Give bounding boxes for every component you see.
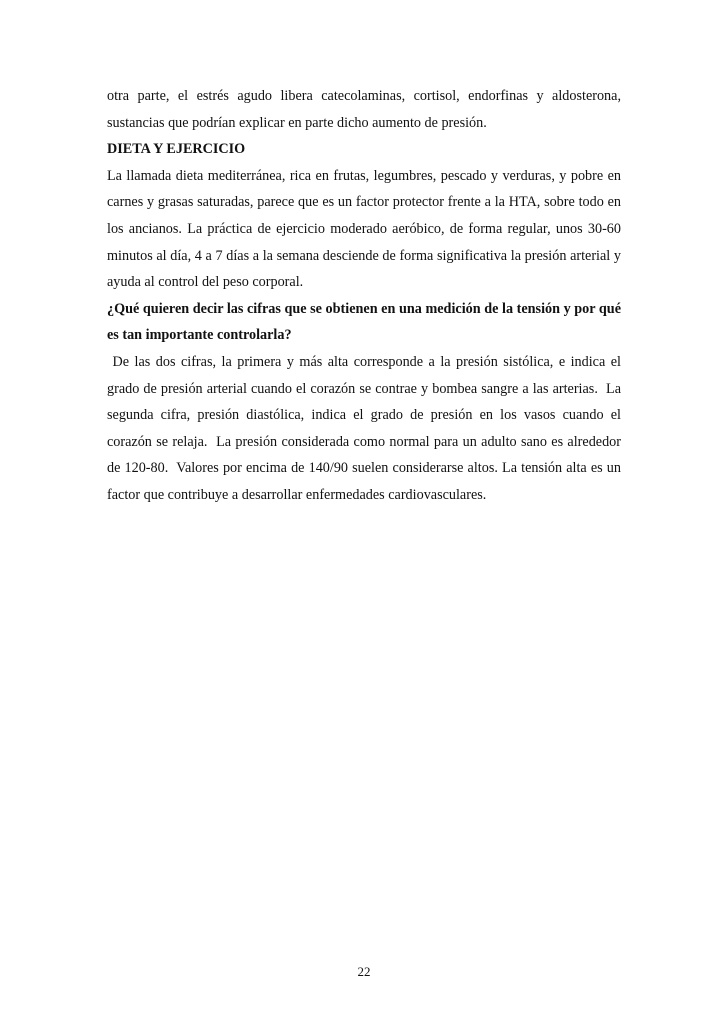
body-paragraph-diet: La llamada dieta mediterránea, rica en frutas, legumbres, pescado y verduras, y pobre en carnes y grasas saturadas, parece que es un factor protector frente a la HTA, sobre todo en los ancianos. La práctica de ejercicio moderado aeróbico, de forma regular, unos 30-60 minutos al día, 4 a 7 días a la semana desciende de forma significativa la presión arterial y ayuda al control del peso corporal. xyxy=(107,167,621,291)
page-body xyxy=(107,83,625,509)
section-heading-diet-exercise: DIETA Y EJERCICIO xyxy=(107,141,246,158)
page-number: 22 xyxy=(357,964,371,979)
body-paragraph-stress: otra parte, el estrés agudo libera catecolaminas, cortisol, endorfinas y aldosterona, sustancias que podrían explicar en parte dicho aumento de presión. xyxy=(107,88,621,131)
body-paragraph-blood-pressure: De las dos cifras, la primera y más alta corresponde a la presión sistólica, e indica el grado de presión arterial cuando el corazón se contrae y bombea sangre a las arterias. La segunda cifra, presión diastólica, indica el grado de presión en los vasos cuando el corazón se relaja. La presión considerada como normal para un adulto sano es alrededor de 120-80. Valores por encima de 140/90 suelen considerarse altos. La tensión alta es un factor que contribuye a desarrollar enfermedades cardiovasculares. xyxy=(107,353,625,503)
question-heading-blood-pressure: ¿Qué quieren decir las cifras que se obtienen en una medición de la tensión y por qué es tan importante controlarla? xyxy=(107,300,621,344)
